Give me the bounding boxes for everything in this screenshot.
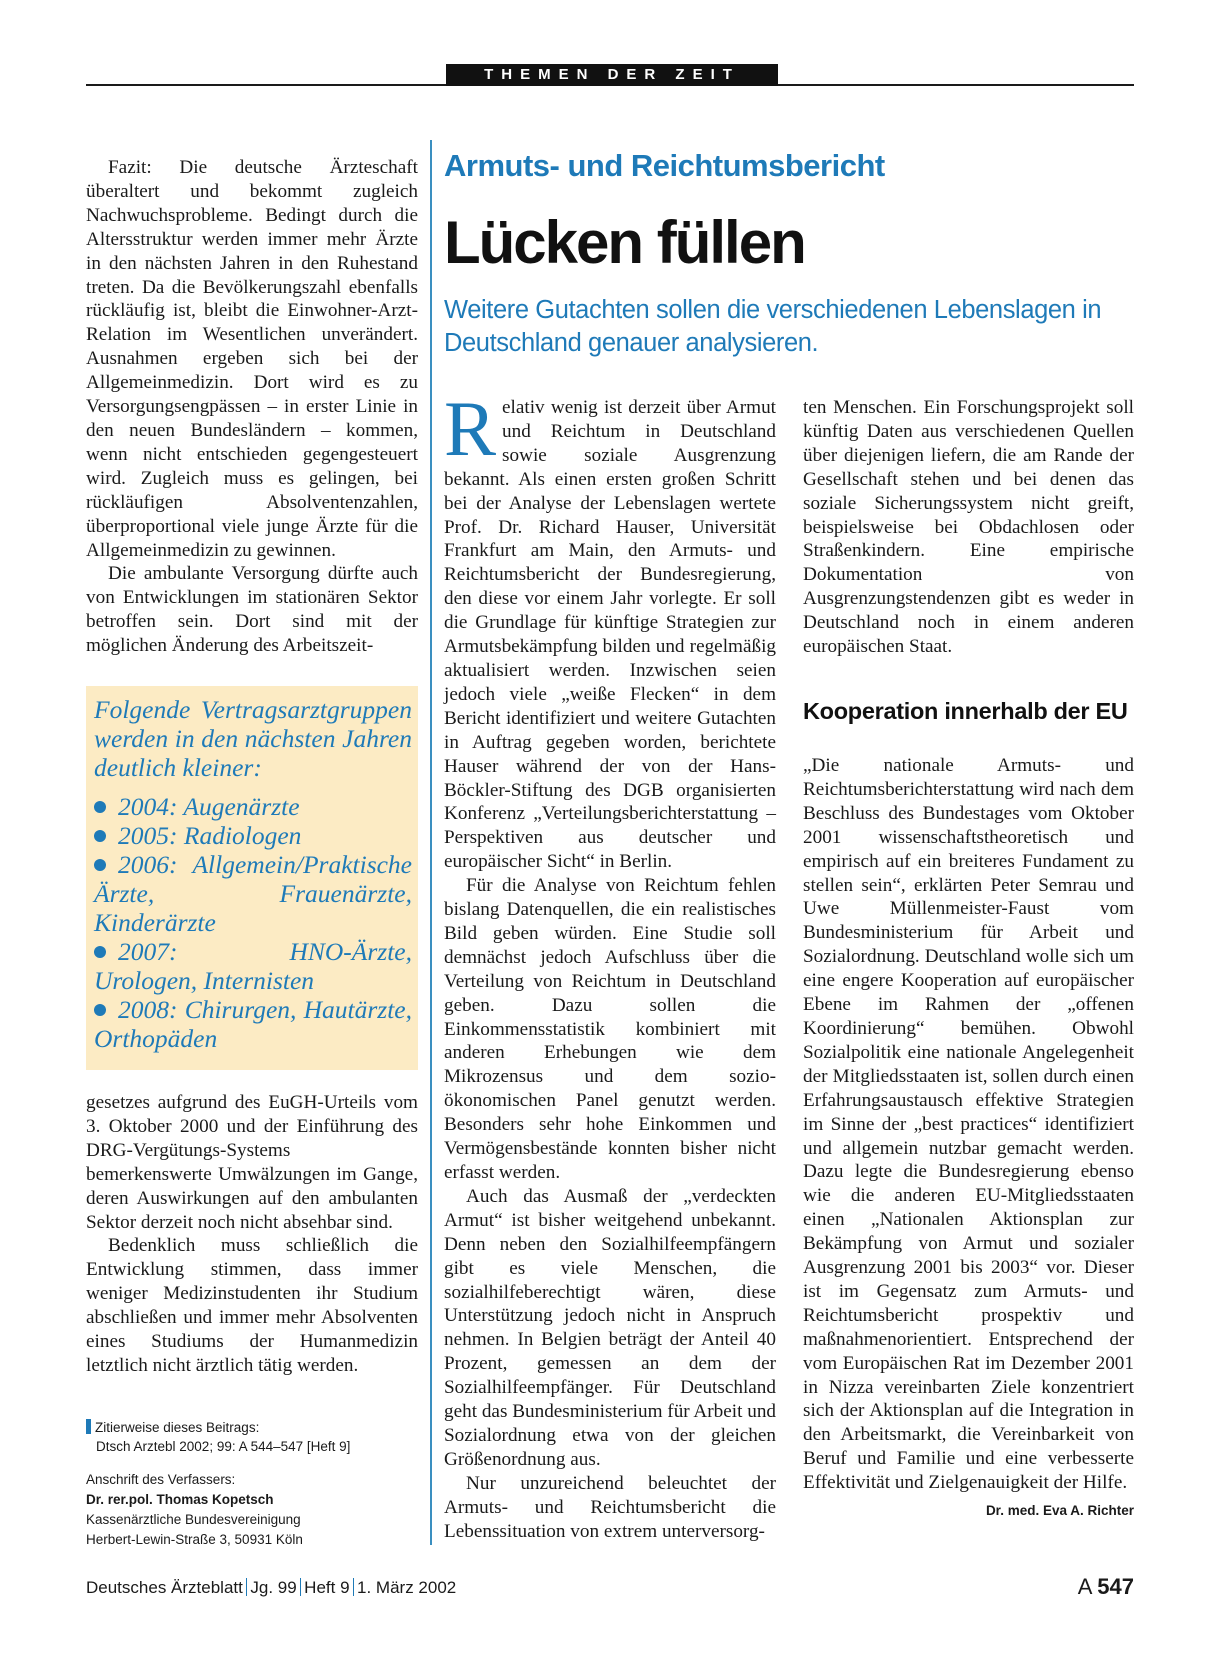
section-label: THEMEN DER ZEIT (446, 64, 778, 86)
footer-info (86, 1578, 456, 1598)
paragraph: Auch das Ausmaß der „verdeckten Armut“ ist bisher weitgehend unbekannt. Denn neben den Sozialhilfeempfängern gibt es viele Menschen, die sozialhilfeberechtigt wären, diese Unterstützung jedoch nicht in Anspruch nehmen. In Belgien beträgt der Anteil 40 Prozent, gemessen an dem der Sozialhilfeempfänger. Für Deutschland geht das Bundesministerium für Arbeit und Sozialordnung etwa von der gleichen Größenordnung aus. (444, 1185, 777, 1470)
bullet-icon (94, 1004, 106, 1016)
article-deck: Weitere Gutachten sollen die verschiedenen Lebenslagen in Deutschland genauer analysieren. (444, 296, 1102, 357)
info-box (86, 686, 418, 1070)
paragraph: Relativ wenig ist derzeit über Armut und Reichtum in Deutschland sowie soziale Ausgrenzung bekannt. Als einen ersten großen Schritt bei der Analyse der Lebenslagen wertete Prof. Dr. Richard Hauser, Universität Frankfurt am Main, den Armuts- und Reichtumsbericht der Bundesregierung, den diese vor einem Jahr vorlegte. Er soll die Grundlage für künftige Strategien zur Armutsbekämpfung bilden und regelmäßig aktualisiert werden. Inzwischen seien jedoch viele „weiße Flecken“ in dem Bericht identifiziert und weitere Gutachten in Auftrag gegeben worden, berichtete Hauser während der von der Hans-Böckler-Stiftung des DGB organisierten Konferenz „Verteilungsberichterstattung – Perspektiven aus deutscher und europäischer Sicht“ in Berlin. (444, 385, 776, 873)
box-list-item: 2006: Allgemein/Praktische Ärzte, Frauenärzte, Kinderärzte (94, 850, 412, 937)
address-org: Kassenärztliche Bundesvereinigung (86, 1512, 301, 1527)
footer-issue: Heft 9 (304, 1578, 350, 1597)
footer-date: 1. März 2002 (357, 1578, 457, 1597)
bullet-icon (94, 801, 106, 813)
bullet-icon (94, 859, 106, 871)
paragraph: ten Menschen. Ein Forschungsprojekt soll künftig Daten aus verschiedenen Quellen über diejenigen liefern, die am Rande der Gesellschaft stehen und bei denen das soziale Sicherungssystem nicht greift, beispielsweise bei Obdachlosen oder Straßenkindern. Eine empirische Dokumentation von Ausgrenzungstendenzen gibt es weder in Deutschland noch in einem anderen europäischen Staat. (803, 397, 1134, 658)
box-list-item: 2005: Radiologen (94, 821, 412, 850)
paragraph: Fazit: Die deutsche Ärzteschaft überaltert und bekommt zugleich Nachwuchsprobleme. Bedingt durch die Altersstruktur werden immer mehr Ärzte in den nächsten Jahren in den Ruhestand treten. Da die Bevölkerungszahl ebenfalls rückläufig ist, bleibt die Einwohner-Arzt-Relation im Wesentlichen unverändert. Ausnahmen ergeben sich bei der Allgemeinmedizin. Dort wird es zu Versorgungsengpässen – in erster Linie in den neuen Bundesländern – kommen, wenn nicht entschieden gegengesteuert wird. Zugleich muss es gelingen, bei rückläufigen Absolventenzahlen, überproportional viele junge Ärzte für die Allgemeinmedizin zu gewinnen. (86, 157, 418, 561)
left-column-bottom (86, 1091, 418, 1378)
right-column-bottom (803, 754, 1134, 1523)
page-prefix: A (1077, 1574, 1092, 1599)
middle-column (444, 385, 777, 1544)
paragraph: „Die nationale Armuts- und Reichtumsberichterstattung wird nach dem Beschluss des Bundestages vom Oktober 2001 wissenschaftstheoretisch und empirisch auf ein breiteres Fundament zu stellen sein“, erklärten Peter Semrau und Uwe Müllenmeister-Faust vom Bundesministerium für Arbeit und Sozialordnung. Deutschland wolle sich um eine engere Kooperation auf europäischer Ebene im Rahmen der „offenen Koordinierung“ bemühen. Obwohl Sozialpolitik eine nationale Angelegenheit der Mitgliedsstaaten ist, sollen durch einen Erfahrungsaustausch effektive Strategien im Sinne der „best practices“ identifiziert und allgemein nutzbar gemacht werden. Dazu legte die Bundesregierung ebenso wie die anderen EU-Mitgliedsstaaten einen „Nationalen Aktionsplan zur Bekämpfung von Armut und sozialer Ausgrenzung 2001 bis 2003“ vor. Dieser ist im Gegensatz zum Armuts- und Reichtumsbericht prospektiv und maßnahmenorientiert. Entsprechend der vom Europäischen Rat im Dezember 2001 in Nizza vereinbarten Ziele konzentriert sich der Aktionsplan auf die Integration in den Arbeitsmarkt, die Vereinbarkeit von Beruf und Familie und eine verbesserte Effektivität und Zielgenauigkeit der Hilfe. Dr. med. Eva A. Richter (803, 754, 1134, 1495)
citation-marker (86, 1419, 91, 1434)
paragraph: Bedenklich muss schließlich die Entwicklung stimmen, dass immer weniger Medizinstudenten ihr Studium abschließen und immer mehr Absolventen eines Studiums der Humanmedizin letztlich nicht ärztlich tätig werden. (86, 1235, 418, 1376)
article-headline: Lücken füllen (444, 209, 805, 276)
author-address (86, 1470, 418, 1550)
subheading: Kooperation innerhalb der EU (803, 698, 1128, 724)
address-label: Anschrift des Verfassers: (86, 1472, 236, 1487)
footer-separator (353, 1578, 355, 1596)
bullet-icon (94, 946, 106, 958)
footer-journal: Deutsches Ärzteblatt (86, 1578, 243, 1597)
citation (86, 1418, 418, 1456)
column-divider (430, 140, 432, 1545)
address-street: Herbert-Lewin-Straße 3, 50931 Köln (86, 1532, 303, 1547)
citation-label: Zitierweise dieses Beitrags: (95, 1420, 260, 1435)
author-credit: Dr. med. Eva A. Richter (985, 1503, 1134, 1519)
paragraph: Die ambulante Versorgung dürfte auch von Entwicklungen im stationären Sektor betroffen sein. Dort sind mit der möglichen Änderung des Arbeitszeit- (86, 563, 418, 657)
box-list-item: 2004: Augenärzte (94, 792, 412, 821)
page-number (1078, 1574, 1134, 1600)
left-column-top (86, 156, 418, 658)
citation-ref: Dtsch Arztebl 2002; 99: A 544–547 [Heft 9] (96, 1439, 351, 1454)
box-list-item: 2008: Chirurgen, Hautärzte, Orthopäden (94, 995, 412, 1053)
address-name: Dr. rer.pol. Thomas Kopetsch (86, 1492, 274, 1507)
right-column-top (803, 396, 1134, 659)
footer-separator (246, 1578, 248, 1596)
box-list-item: 2007: HNO-Ärzte, Urologen, Internisten (94, 937, 412, 995)
page-number-value: 547 (1097, 1574, 1134, 1599)
footer-volume: Jg. 99 (250, 1578, 297, 1597)
box-list (94, 792, 412, 1053)
bullet-icon (94, 830, 106, 842)
article-kicker: Armuts- und Reichtumsbericht (444, 148, 885, 183)
paragraph: Für die Analyse von Reichtum fehlen bislang Datenquellen, die ein realistisches Bild geben würden. Eine Studie soll demnächst jedoch Aufschluss über die Verteilung von Reichtum in Deutschland geben. Dazu sollen die Einkommensstatistik kombiniert mit anderen Erhebungen wie dem Mikrozensus und dem sozio-ökonomischen Panel genutzt werden. Besonders sehr hohe Einkommen und Vermögensbestände konnten bisher nicht erfasst werden. (444, 875, 776, 1183)
paragraph: Nur unzureichend beleuchtet der Armuts- und Reichtumsbericht die Lebenssituation von extrem unterversorg- (444, 1472, 776, 1542)
footer-separator (300, 1578, 302, 1596)
box-intro: Folgende Vertragsarztgruppen werden in den nächsten Jahren deutlich kleiner: (94, 695, 412, 782)
paragraph: gesetzes aufgrund des EuGH-Urteils vom 3. Oktober 2000 und der Einführung des DRG-Vergütungs-Systems bemerkenswerte Umwälzungen im Gange, deren Auswirkungen auf den ambulanten Sektor derzeit noch nicht absehbar sind. (86, 1092, 418, 1233)
drop-cap: R (444, 385, 497, 472)
